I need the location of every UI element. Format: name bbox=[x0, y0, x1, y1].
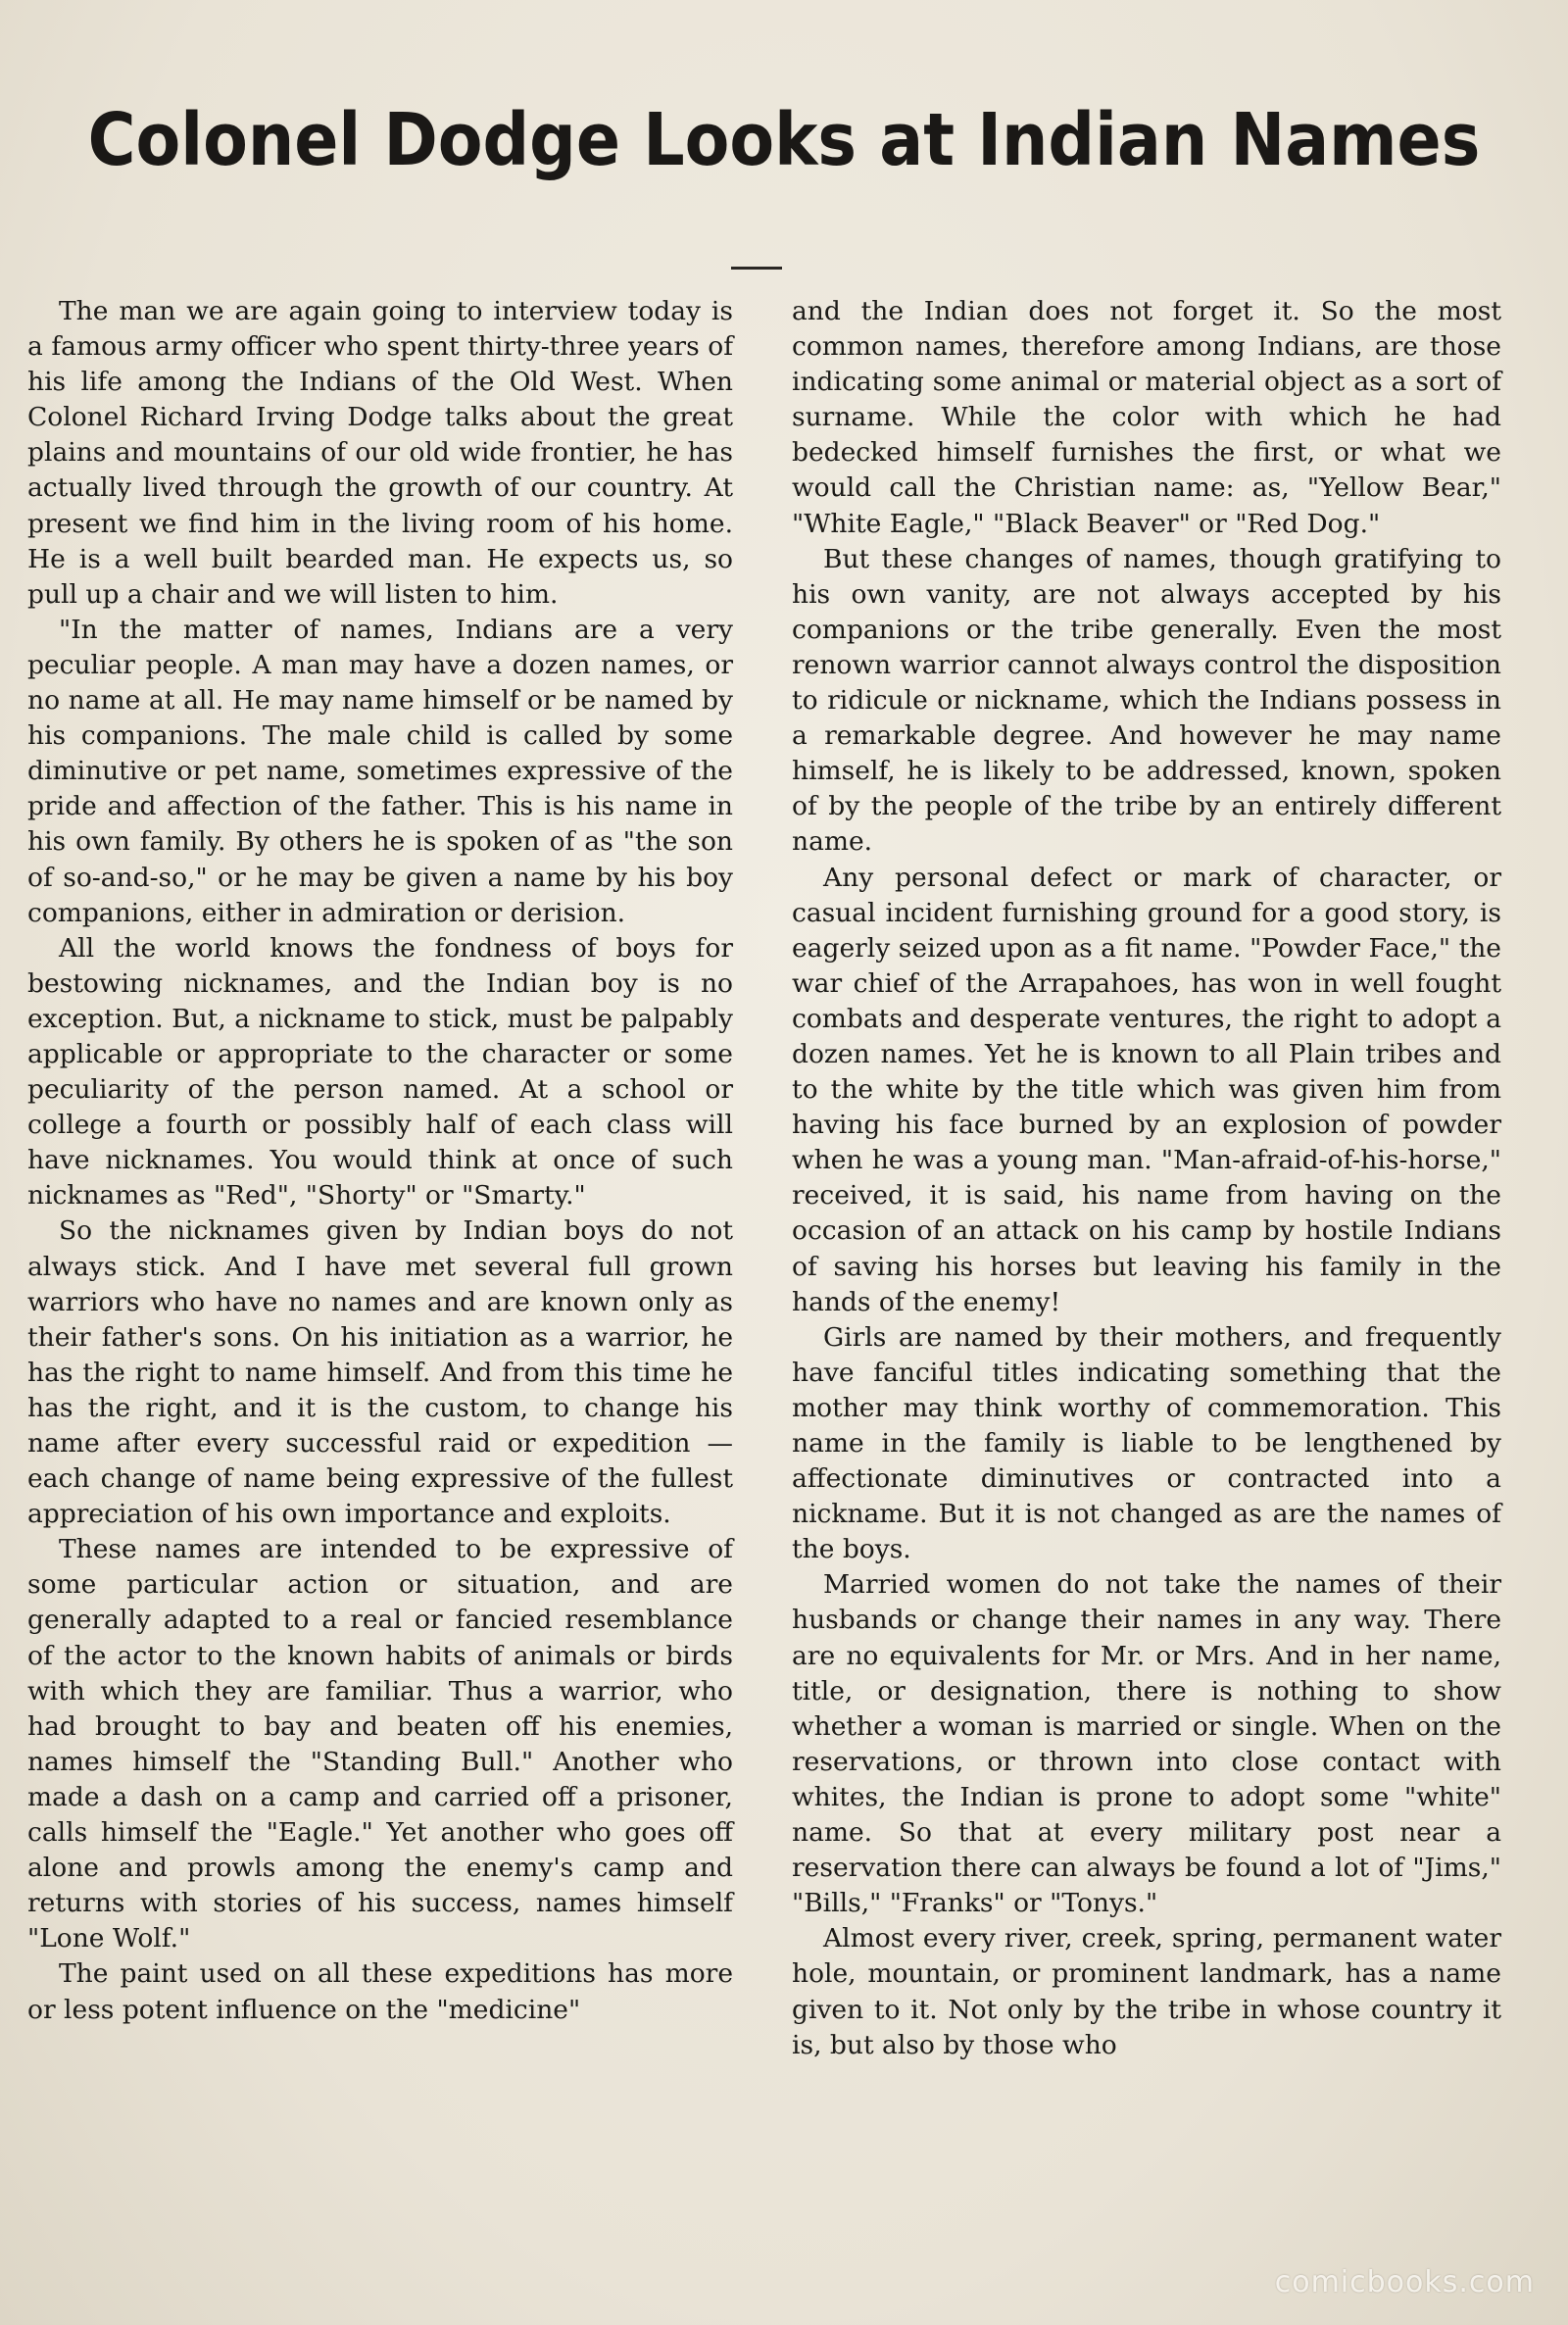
paragraph: All the world knows the fondness of boys for bestowing nicknames, and the Indian boy is no exception. But, a nickname to stick, must be palpably applicable or appropriate to the character or some peculiarity of the person named. At a school or college a fourth or possibly half of each class will have nicknames. You would think at once of such nicknames as "Red", "Shorty" or "Smarty." bbox=[27, 932, 733, 1212]
paragraph: Any personal defect or mark of character, or casual incident furnishing ground for a good story, is eagerly seized upon as a fit name. "Powder Face," the war chief of the Arrapahoes, has won in well fought combats and desperate ventures, the right to adopt a dozen names. Yet he is known to all Plain tribes and to the white by the title which was given him from having his face burned by an explosion of powder when he was a young man. "Man-afraid-of-his-horse," received, it is said, his name from having on the occasion of an attack on his camp by hostile Indians of saving his horses but leaving his family in the hands of the enemy! bbox=[792, 862, 1501, 1317]
watermark: comicbooks.com bbox=[1274, 2265, 1535, 2300]
paragraph: Almost every river, creek, spring, permanent water hole, mountain, or prominent landmark, has a name given to it. Not only by the tribe in whose country it is, but also by those who bbox=[792, 1923, 1501, 2060]
paragraph: But these changes of names, though gratifying to his own vanity, are not always accepted by his companions or the tribe generally. Even the most renown warrior cannot always control the disposition to ridicule or nickname, which the Indians possess in a remarkable degree. And however he may name himself, he is likely to be addressed, known, spoken of by the people of the tribe by an entirely different name. bbox=[792, 543, 1501, 858]
paragraph: So the nicknames given by Indian boys do not always stick. And I have met several full grown warriors who have no names and are known only as their father's sons. On his initiation as a warrior, he has the right to name himself. And from this time he has the right, and it is the custom, to change his name after every successful raid or expedition — each change of name being expressive of the fullest appreciation of his own importance and exploits. bbox=[27, 1215, 733, 1530]
paragraph: Married women do not take the names of their husbands or change their names in any way. There are no equivalents for Mr. or Mrs. And in her name, title, or designation, there is nothing to show whether a woman is married or single. When on the reservations, or thrown into close contact with whites, the Indian is prone to adopt some "white" name. So that at every military post near a reservation there can always be found a lot of "Jims," "Bills," "Franks" or "Tonys." bbox=[792, 1569, 1501, 1919]
paragraph: and the Indian does not forget it. So the most common names, therefore among Indians, are those indicating some animal or material object as a sort of surname. While the color with which he had bedecked himself furnishes the first, or what we would call the Christian name: as, "Yellow Bear," "White Eagle," "Black Beaver" or "Red Dog." bbox=[792, 296, 1501, 539]
title-divider bbox=[731, 267, 782, 270]
paragraph: The paint used on all these expeditions has more or less potent influence on the "medicine" bbox=[27, 1958, 733, 2025]
paragraph: The man we are again going to interview today is a famous army officer who spent thirty-three years of his life among the Indians of the Old West. When Colonel Richard Irving Dodge talks about the great plains and mountains of our old wide frontier, he has actually lived through the growth of our country. At present we find him in the living room of his home. He is a well built bearded man. He expects us, so pull up a chair and we will listen to him. bbox=[27, 296, 733, 610]
paragraph: "In the matter of names, Indians are a very peculiar people. A man may have a dozen names, or no name at all. He may name himself or be named by his companions. The male child is called by some diminutive or pet name, sometimes expressive of the pride and affection of the father. This is his name in his own family. By others he is spoken of as "the son of so-and-so," or he may be given a name by his boy companions, either in admiration or derision. bbox=[27, 614, 733, 928]
paragraph: These names are intended to be expressive of some particular action or situation, and are generally adapted to a real or fancied resemblance of the actor to the known habits of animals or birds with which they are familiar. Thus a warrior, who had brought to bay and beaten off his enemies, names himself the "Standing Bull." Another who made a dash on a camp and carried off a prisoner, calls himself the "Eagle." Yet another who goes off alone and prowls among the enemy's camp and returns with stories of his success, names himself "Lone Wolf." bbox=[27, 1534, 733, 1954]
article-title: Colonel Dodge Looks at Indian Names bbox=[87, 98, 1481, 182]
paragraph: Girls are named by their mothers, and frequently have fanciful titles indicating something that the mother may think worthy of commemoration. This name in the family is liable to be lengthened by affectionate diminutives or contracted into a nickname. But it is not changed as are the names of the boys. bbox=[792, 1321, 1501, 1565]
right-column bbox=[792, 294, 1501, 2063]
left-column bbox=[27, 294, 733, 2028]
